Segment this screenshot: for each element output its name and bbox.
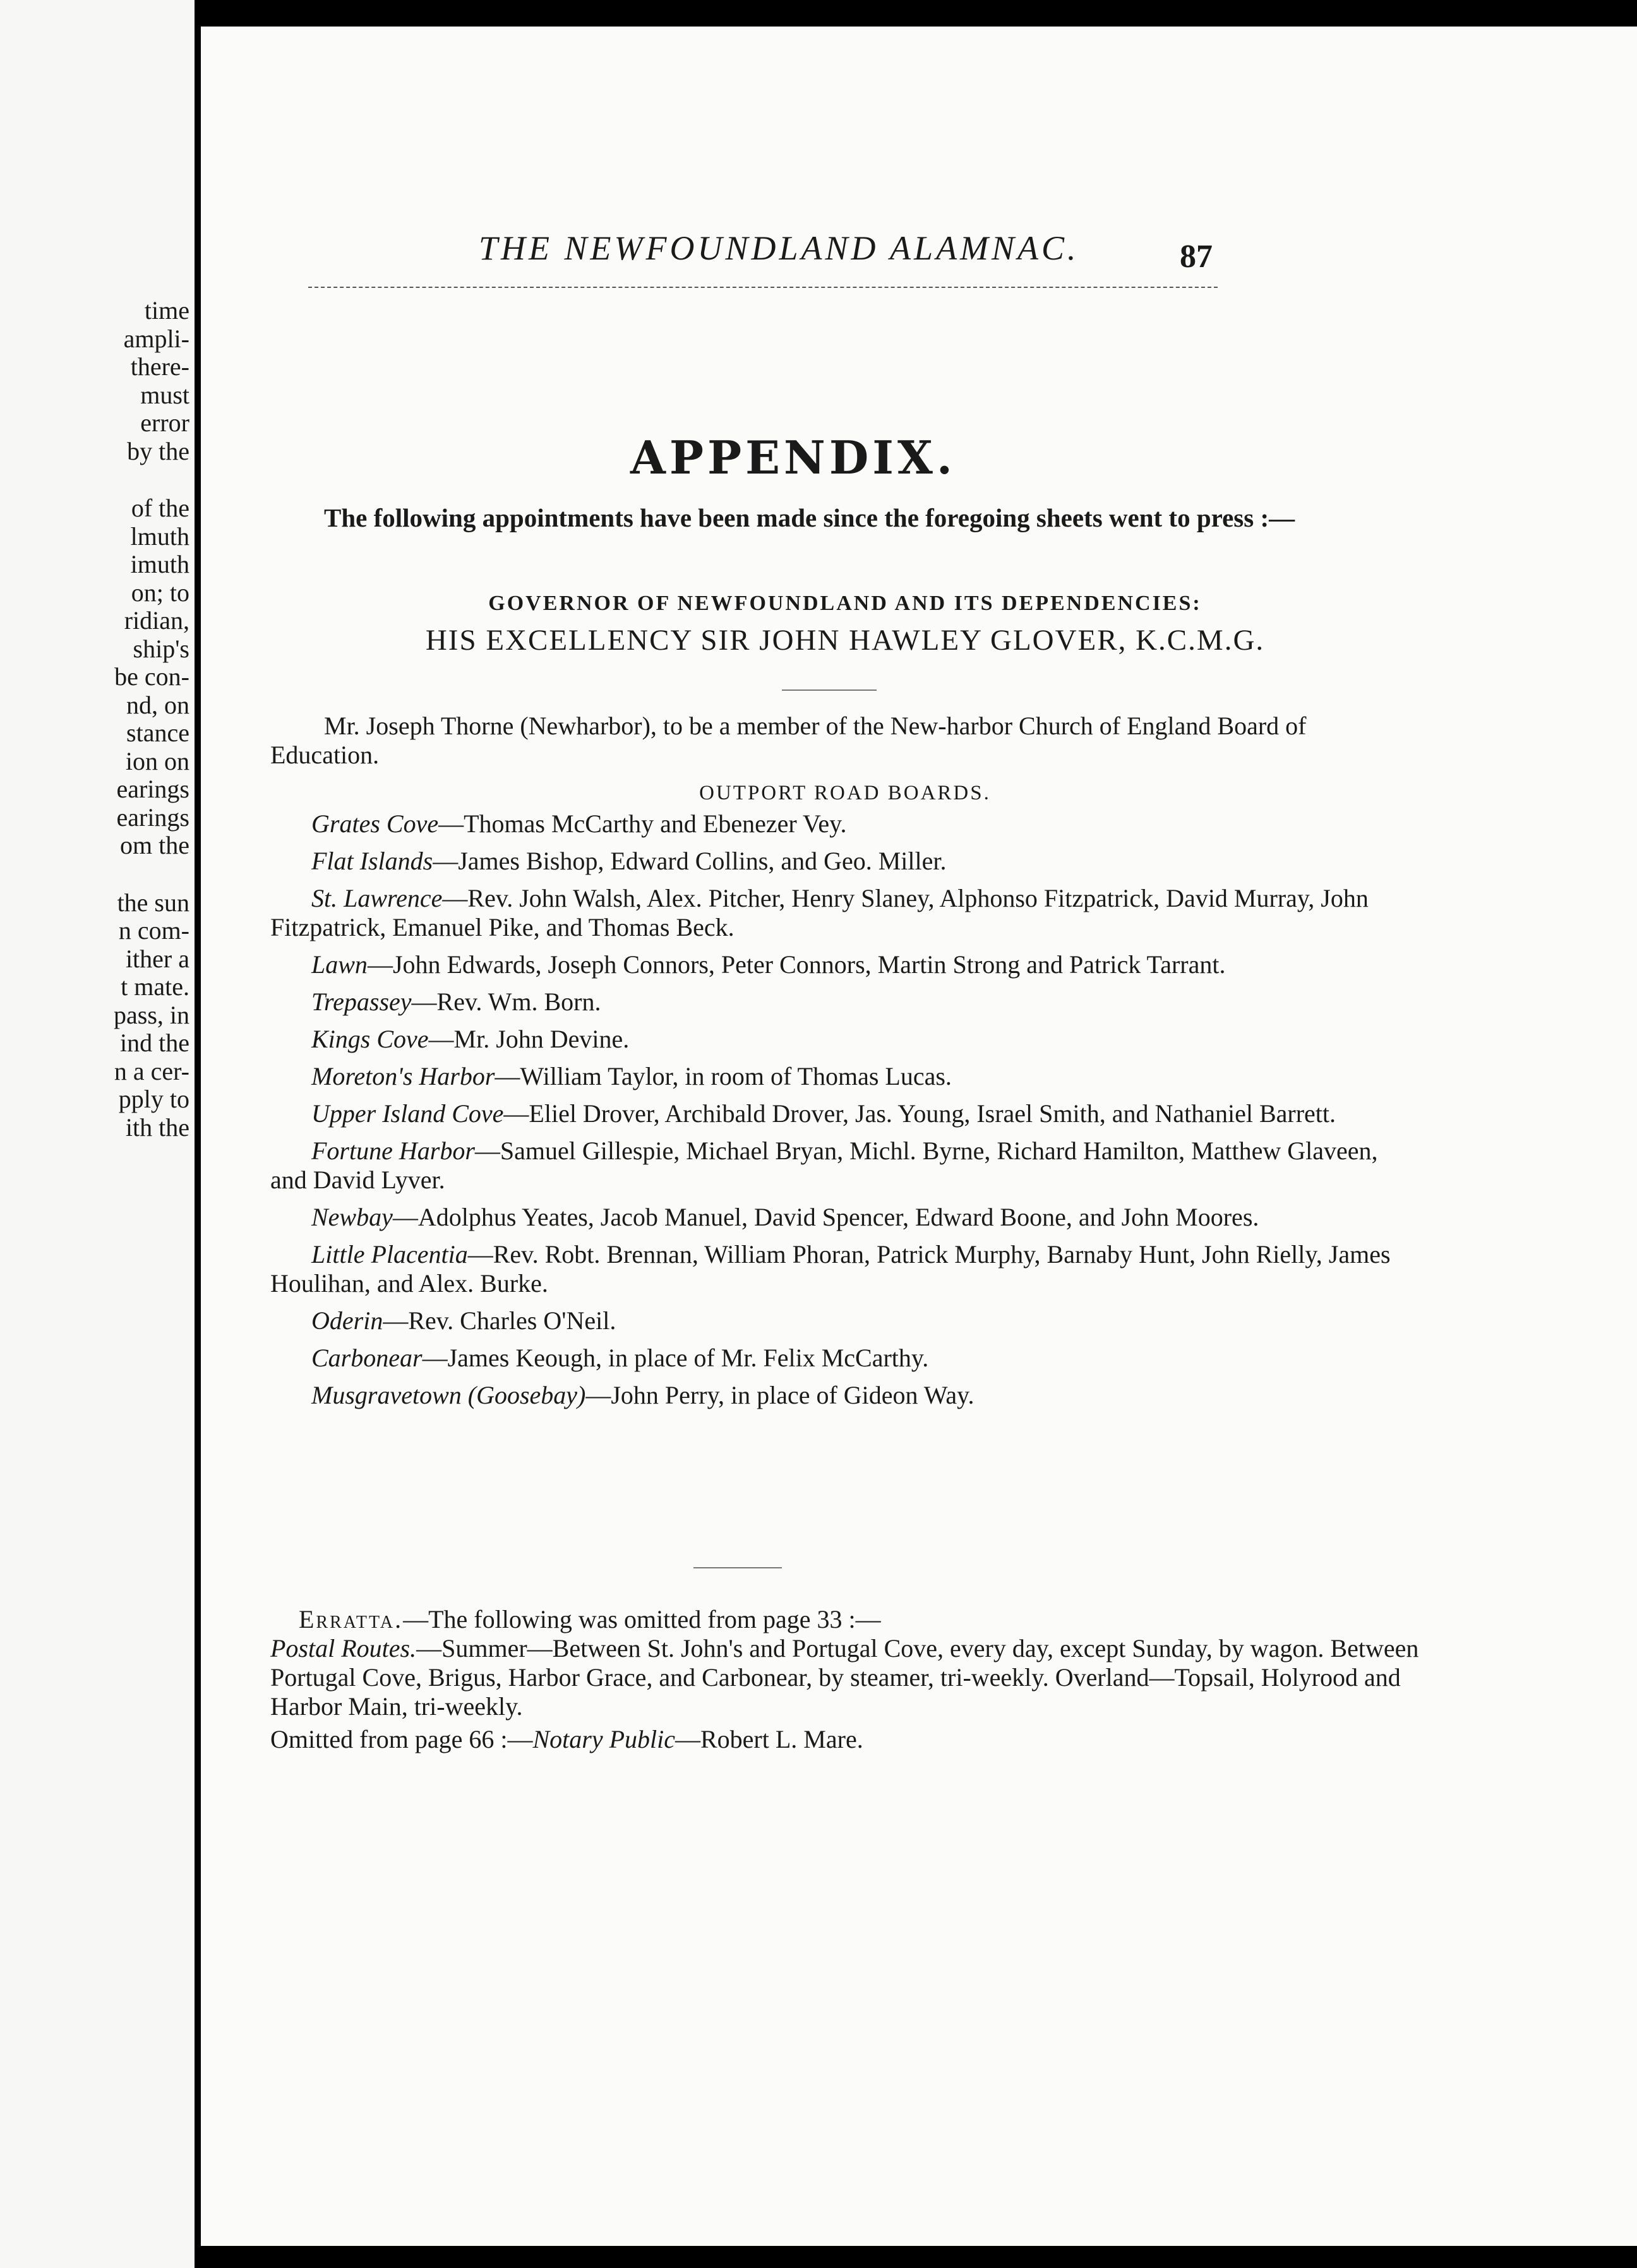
list-item xyxy=(270,1062,1420,1091)
list-item xyxy=(270,809,1420,839)
facing-line: ind the xyxy=(120,1029,189,1057)
place-name: Flat Islands xyxy=(311,847,433,875)
list-item xyxy=(270,1306,1420,1335)
notary-public-label: Notary Public xyxy=(532,1725,675,1753)
thorne-text: Mr. Joseph Thorne (Newharbor), to be a member of the New-harbor Church of England Board of Education. xyxy=(270,712,1307,769)
facing-line: be con- xyxy=(114,662,189,691)
facing-line: ither a xyxy=(125,944,189,973)
facing-line: the sun xyxy=(117,888,189,917)
facing-line: on; to xyxy=(131,578,189,607)
almanac-page xyxy=(201,27,1637,2246)
list-item xyxy=(270,950,1420,979)
facing-line: by the xyxy=(127,436,189,465)
facing-line: earings xyxy=(116,775,189,803)
governor-heading: GOVERNOR OF NEWFOUNDLAND AND ITS DEPENDENCIES: xyxy=(488,592,1202,615)
errata-label: Erratta. xyxy=(299,1605,404,1633)
place-name: Little Placentia xyxy=(311,1240,468,1268)
facing-line: pply to xyxy=(118,1085,189,1113)
errata-section xyxy=(270,1605,1420,1754)
member-names: —John Perry, in place of Gideon Way. xyxy=(585,1381,974,1409)
member-names: —William Taylor, in room of Thomas Lucas. xyxy=(495,1062,952,1090)
postal-routes-label: Postal Routes. xyxy=(270,1634,417,1662)
facing-line: earings xyxy=(116,803,189,832)
facing-page-fragment xyxy=(0,0,195,2268)
place-name: Fortune Harbor xyxy=(311,1137,475,1165)
postal-routes-text: —Summer—Between St. John's and Portugal Cove, every day, except Sunday, by wagon. Between Portugal Cove, Brigus, Harbor Grace, and Carbonear, by steamer, tri-weekly. Overland—Topsail, Holyrood and Harbor Main, tri-weekly. xyxy=(270,1634,1419,1721)
paragraph-gap xyxy=(114,860,189,889)
list-item xyxy=(270,884,1420,942)
section-divider xyxy=(782,689,877,691)
member-names: —Rev. Wm. Born. xyxy=(411,988,601,1016)
header-rule xyxy=(308,287,1218,290)
member-names: —Thomas McCarthy and Ebenezer Vey. xyxy=(438,809,847,838)
member-names: —Mr. John Devine. xyxy=(428,1025,630,1053)
facing-line: of the xyxy=(131,494,189,522)
place-name: Lawn xyxy=(311,950,368,979)
place-name: Trepassey xyxy=(311,988,412,1016)
member-names: —Rev. John Walsh, Alex. Pitcher, Henry Slaney, Alphonso Fitzpatrick, David Murray, John Fitzpatrick, Emanuel Pike, and Thomas Beck. xyxy=(270,884,1369,941)
member-names: —John Edwards, Joseph Connors, Peter Connors, Martin Strong and Patrick Tarrant. xyxy=(367,950,1226,979)
facing-line: imuth xyxy=(130,550,189,578)
list-item xyxy=(270,1025,1420,1054)
page-number: 87 xyxy=(1180,239,1213,275)
facing-line: pass, in xyxy=(114,1000,189,1029)
list-item xyxy=(270,1381,1420,1410)
place-name: Oderin xyxy=(311,1306,383,1335)
facing-line: error xyxy=(140,409,189,437)
facing-line: lmuth xyxy=(130,522,189,551)
paragraph-gap xyxy=(114,465,189,494)
member-names: —Eliel Drover, Archibald Drover, Jas. Young, Israel Smith, and Nathaniel Barrett. xyxy=(503,1099,1336,1128)
errata-text: —The following was omitted from page 33 :— xyxy=(403,1605,881,1633)
facing-line: there- xyxy=(130,352,189,381)
facing-line: n com- xyxy=(118,916,189,945)
page-title: APPENDIX. xyxy=(630,431,956,484)
member-names: —Rev. Charles O'Neil. xyxy=(383,1306,616,1335)
list-item xyxy=(270,1344,1420,1373)
facing-line: ship's xyxy=(133,634,189,663)
member-names: —Rev. Robt. Brennan, William Phoran, Patrick Murphy, Barnaby Hunt, John Rielly, James Houlihan, and Alex. Burke. xyxy=(270,1240,1391,1298)
road-boards-heading: OUTPORT ROAD BOARDS. xyxy=(699,782,991,804)
intro-paragraph xyxy=(270,503,1420,532)
section-divider xyxy=(693,1567,782,1568)
member-names: —James Keough, in place of Mr. Felix McCarthy. xyxy=(422,1344,929,1372)
facing-line: n a cer- xyxy=(114,1056,189,1085)
facing-line: ion on xyxy=(125,746,189,775)
omitted-prefix: Omitted from page 66 :— xyxy=(270,1725,533,1753)
member-names: —Adolphus Yeates, Jacob Manuel, David Spencer, Edward Boone, and John Moores. xyxy=(392,1203,1259,1231)
facing-line: time xyxy=(144,296,189,325)
road-board-list xyxy=(270,809,1420,1418)
facing-line: ridian, xyxy=(124,606,189,635)
facing-line: ith the xyxy=(125,1113,189,1142)
list-item xyxy=(270,1203,1420,1232)
facing-line: stance xyxy=(126,719,189,747)
place-name: St. Lawrence xyxy=(311,884,443,912)
list-item xyxy=(270,1137,1420,1195)
place-name: Upper Island Cove xyxy=(311,1099,504,1128)
place-name: Musgravetown (Goosebay) xyxy=(311,1381,586,1409)
list-item xyxy=(270,847,1420,876)
thorne-notice xyxy=(270,712,1420,770)
place-name: Kings Cove xyxy=(311,1025,429,1053)
member-names: —Samuel Gillespie, Michael Bryan, Michl. Byrne, Richard Hamilton, Matthew Glaveen, and David Lyver. xyxy=(270,1137,1378,1194)
facing-line: must xyxy=(140,380,189,409)
facing-line: om the xyxy=(120,831,189,859)
place-name: Newbay xyxy=(311,1203,393,1231)
place-name: Carbonear xyxy=(311,1344,423,1372)
omitted-text: —Robert L. Mare. xyxy=(675,1725,863,1753)
facing-line: t mate. xyxy=(121,972,189,1001)
place-name: Grates Cove xyxy=(311,809,439,838)
running-head: THE NEWFOUNDLAND ALAMNAC. xyxy=(479,229,1079,267)
member-names: —James Bishop, Edward Collins, and Geo. Miller. xyxy=(433,847,947,875)
facing-line: ampli- xyxy=(123,324,189,353)
facing-page-text xyxy=(114,297,189,1142)
list-item xyxy=(270,1240,1420,1298)
list-item xyxy=(270,1099,1420,1128)
facing-line: nd, on xyxy=(126,690,189,719)
intro-text: The following appointments have been made since the foregoing sheets went to press :— xyxy=(324,503,1295,532)
list-item xyxy=(270,988,1420,1017)
place-name: Moreton's Harbor xyxy=(311,1062,495,1090)
governor-name: HIS EXCELLENCY SIR JOHN HAWLEY GLOVER, K.C.M.G. xyxy=(425,624,1265,657)
